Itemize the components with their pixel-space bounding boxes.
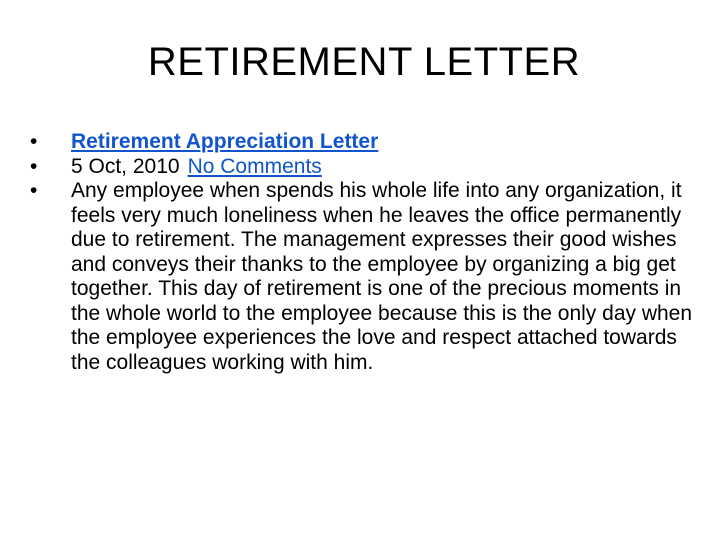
article-title-link[interactable]: Retirement Appreciation Letter bbox=[71, 130, 379, 153]
bullet-item-body bbox=[30, 179, 700, 375]
bullet-icon: • bbox=[30, 154, 38, 178]
slide-title: RETIREMENT LETTER bbox=[147, 40, 581, 84]
bullet-icon: • bbox=[30, 179, 38, 202]
post-date: 5 Oct, 2010 bbox=[71, 154, 180, 178]
bullet-item-meta bbox=[30, 155, 700, 180]
comments-link[interactable]: No Comments bbox=[187, 154, 322, 178]
bullet-icon: • bbox=[30, 130, 38, 153]
bullet-item-article-link bbox=[30, 130, 700, 155]
bullet-list bbox=[30, 130, 700, 375]
body-paragraph: Any employee when spends his whole life into any organization, it feels very much loneliness when he leaves the office permanently due to retirement. The management expresses their good wishes and conveys their thanks to the employee by organizing a big get together. This day of retirement is one of the precious moments in the whole world to the employee because this is the only day when the employee experiences the love and respect attached towards the colleagues working with him. bbox=[71, 179, 693, 374]
